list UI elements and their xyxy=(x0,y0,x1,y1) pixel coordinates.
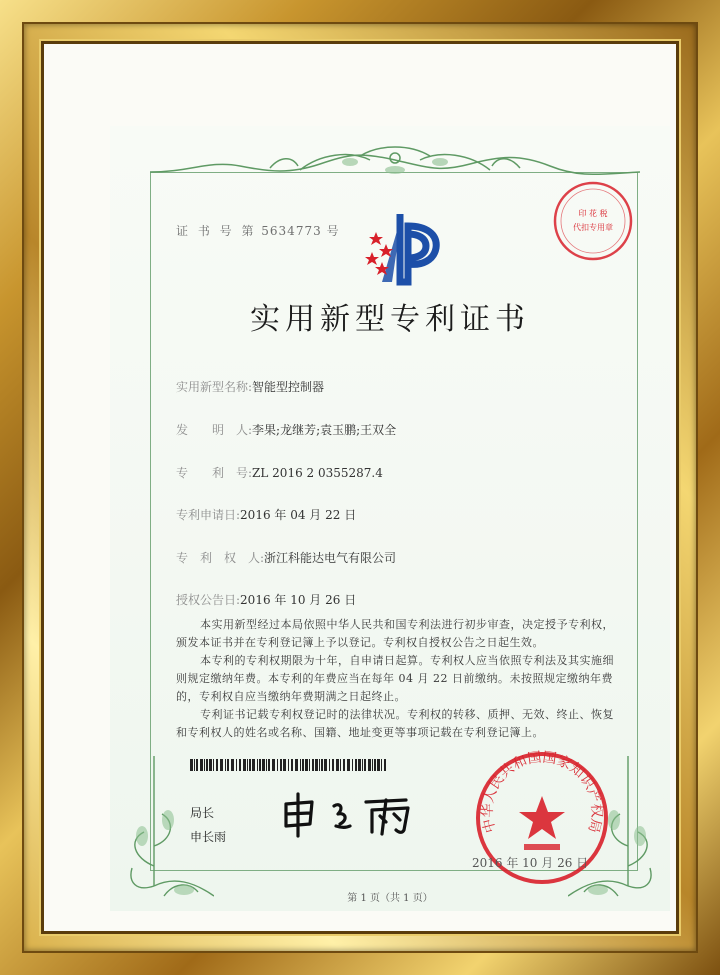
body-paragraph: 专利证书记载专利权登记时的法律状况。专利权的转移、质押、无效、终止、恢复和专利权人的姓名或名称、国籍、地址变更等事项记载在专利登记簿上。 xyxy=(176,708,614,739)
director-title: 局长 xyxy=(190,806,215,820)
svg-text:代扣专用章: 代扣专用章 xyxy=(573,223,613,232)
svg-text:中华人民共和国国家知识产权局: 中华人民共和国国家知识产权局 xyxy=(479,749,605,835)
director-name: 申长雨 xyxy=(190,830,227,844)
svg-text:印 花 税: 印 花 税 xyxy=(578,209,608,218)
white-mat xyxy=(44,44,676,931)
field-value: 李果;龙继芳;袁玉鹏;王双全 xyxy=(252,423,397,437)
certificate-number-label: 证 书 号 第 xyxy=(176,224,257,238)
field-application-date xyxy=(176,506,356,523)
field-label: 专利申请日: xyxy=(176,508,241,522)
field-label: 专 利 权 人: xyxy=(176,551,265,565)
page-number: 第 1 页（共 1 页） xyxy=(347,893,433,904)
seal-date: 2016 年 10 月 26 日 xyxy=(472,856,589,870)
field-value: 2016 年 10 月 26 日 xyxy=(240,593,357,607)
field-value: ZL 2016 2 0355287.4 xyxy=(252,466,383,480)
certificate-number xyxy=(176,222,340,239)
field-value: 2016 年 04 月 22 日 xyxy=(240,508,357,522)
certificate-number-suffix: 号 xyxy=(326,224,340,238)
field-patent-number xyxy=(176,464,383,481)
body-paragraph: 本实用新型经过本局依照中华人民共和国专利法进行初步审查，决定授予专利权，颁发本证书并在专利登记簿上予以登记。专利权自授权公告之日起生效。 xyxy=(176,618,614,649)
sipo-logo-icon xyxy=(362,206,452,286)
revenue-stamp-seal-icon xyxy=(550,178,636,264)
field-value: 浙江科能达电气有限公司 xyxy=(264,551,397,565)
body-paragraph: 本专利的专利权期限为十年，自申请日起算。专利权人应当依照专利法及其实施细则规定缴纳年费。本专利的年费应当在每年 04 月 22 日前缴纳。未按照规定缴纳年费的，专利权自应当缴纳年费期满之日起终止。 xyxy=(176,654,614,703)
certificate-body-text xyxy=(176,616,624,742)
field-label: 发 明 人: xyxy=(176,423,253,437)
field-label: 专 利 号: xyxy=(176,466,253,480)
field-patentee xyxy=(176,549,396,566)
field-grant-date xyxy=(176,591,356,608)
barcode-icon xyxy=(190,759,390,771)
field-inventors xyxy=(176,421,396,438)
director-signature-icon xyxy=(278,790,428,840)
field-label: 实用新型名称: xyxy=(176,380,253,394)
certificate-number-value: 5634773 xyxy=(261,224,322,238)
certificate-title: 实用新型专利证书 xyxy=(250,302,530,337)
patent-certificate xyxy=(110,126,670,911)
field-value: 智能型控制器 xyxy=(252,380,325,394)
field-utility-model-name xyxy=(176,378,324,395)
field-label: 授权公告日: xyxy=(176,593,241,607)
